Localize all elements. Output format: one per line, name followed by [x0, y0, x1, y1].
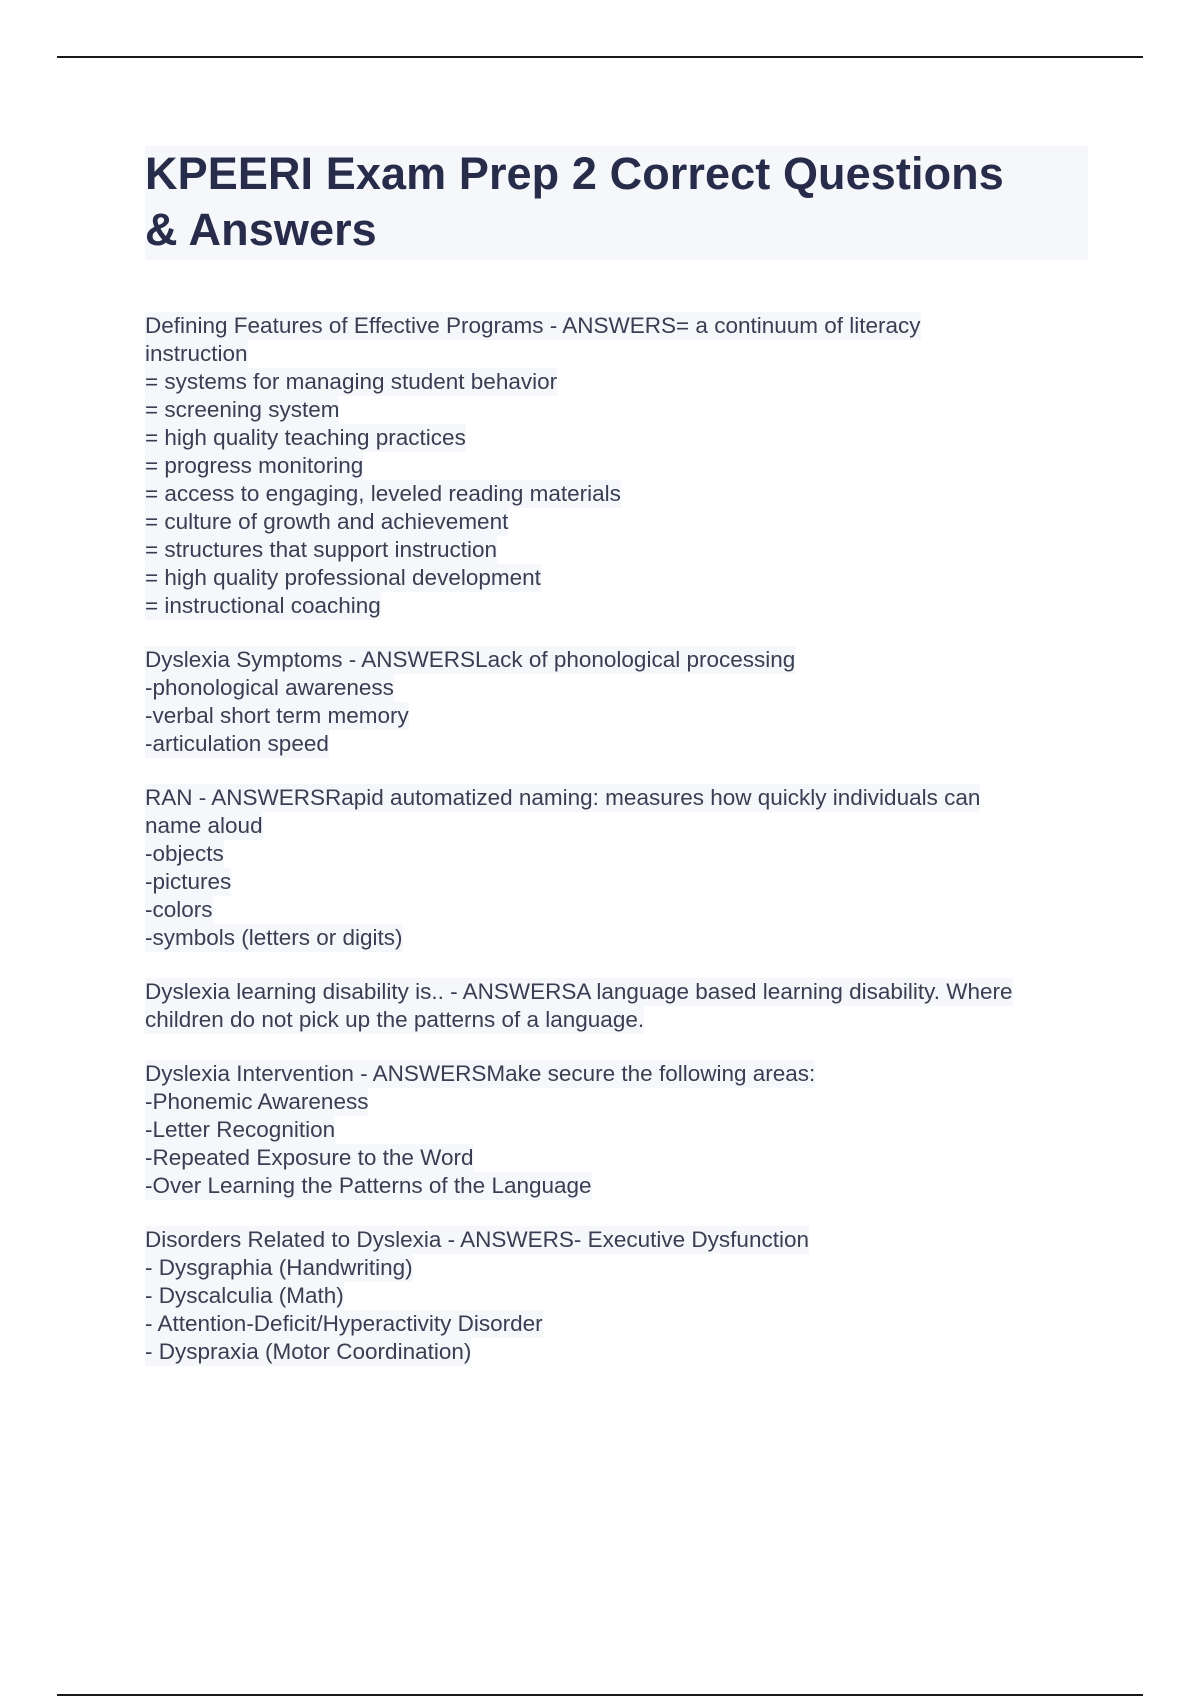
qa-line: = screening system	[145, 397, 340, 422]
qa-line: - Dyspraxia (Motor Coordination)	[145, 1339, 472, 1364]
header-rule	[57, 56, 1143, 58]
qa-line: -Repeated Exposure to the Word	[145, 1145, 474, 1170]
qa-line: = culture of growth and achievement	[145, 509, 509, 534]
footer-rule	[57, 1694, 1143, 1696]
qa-line: -articulation speed	[145, 731, 329, 756]
qa-item-dyslexia-learning-disability	[145, 978, 1095, 1034]
qa-line: -pictures	[145, 869, 232, 894]
qa-line: RAN - ANSWERSRapid automatized naming: measures how quickly individuals can	[145, 785, 981, 810]
qa-line: = access to engaging, leveled reading materials	[145, 481, 621, 506]
qa-line: -Phonemic Awareness	[145, 1089, 369, 1114]
qa-content	[145, 312, 1095, 1392]
qa-line: name aloud	[145, 813, 263, 838]
qa-line: Dyslexia learning disability is.. - ANSWERSA language based learning disability. Where	[145, 979, 1013, 1004]
qa-line: -symbols (letters or digits)	[145, 925, 403, 950]
qa-line: Dyslexia Intervention - ANSWERSMake secure the following areas:	[145, 1061, 816, 1086]
qa-item-defining-features	[145, 312, 1095, 620]
qa-line: -phonological awareness	[145, 675, 394, 700]
qa-line: - Dyscalculia (Math)	[145, 1283, 344, 1308]
qa-item-ran	[145, 784, 1095, 952]
qa-line: = high quality professional development	[145, 565, 541, 590]
qa-item-disorders-related	[145, 1226, 1095, 1366]
qa-line: Disorders Related to Dyslexia - ANSWERS- Executive Dysfunction	[145, 1227, 809, 1252]
title-line-1: KPEERI Exam Prep 2 Correct Questions	[145, 148, 1004, 199]
qa-line: children do not pick up the patterns of a language.	[145, 1007, 645, 1032]
qa-line: = systems for managing student behavior	[145, 369, 558, 394]
qa-line: -verbal short term memory	[145, 703, 409, 728]
qa-line: = instructional coaching	[145, 593, 381, 618]
qa-line: = high quality teaching practices	[145, 425, 466, 450]
qa-line: -Letter Recognition	[145, 1117, 336, 1142]
qa-line: Defining Features of Effective Programs - ANSWERS= a continuum of literacy	[145, 313, 921, 338]
page-title	[145, 146, 1088, 258]
qa-item-dyslexia-symptoms	[145, 646, 1095, 758]
qa-line: -Over Learning the Patterns of the Language	[145, 1173, 592, 1198]
qa-line: = structures that support instruction	[145, 537, 498, 562]
qa-line: - Attention-Deficit/Hyperactivity Disorder	[145, 1311, 543, 1336]
qa-line: - Dysgraphia (Handwriting)	[145, 1255, 413, 1280]
title-line-2: & Answers	[145, 204, 377, 255]
qa-item-dyslexia-intervention	[145, 1060, 1095, 1200]
qa-line: instruction	[145, 341, 248, 366]
qa-line: -objects	[145, 841, 224, 866]
qa-line: Dyslexia Symptoms - ANSWERSLack of phonological processing	[145, 647, 796, 672]
document-title	[145, 146, 1088, 260]
qa-line: -colors	[145, 897, 213, 922]
qa-line: = progress monitoring	[145, 453, 364, 478]
